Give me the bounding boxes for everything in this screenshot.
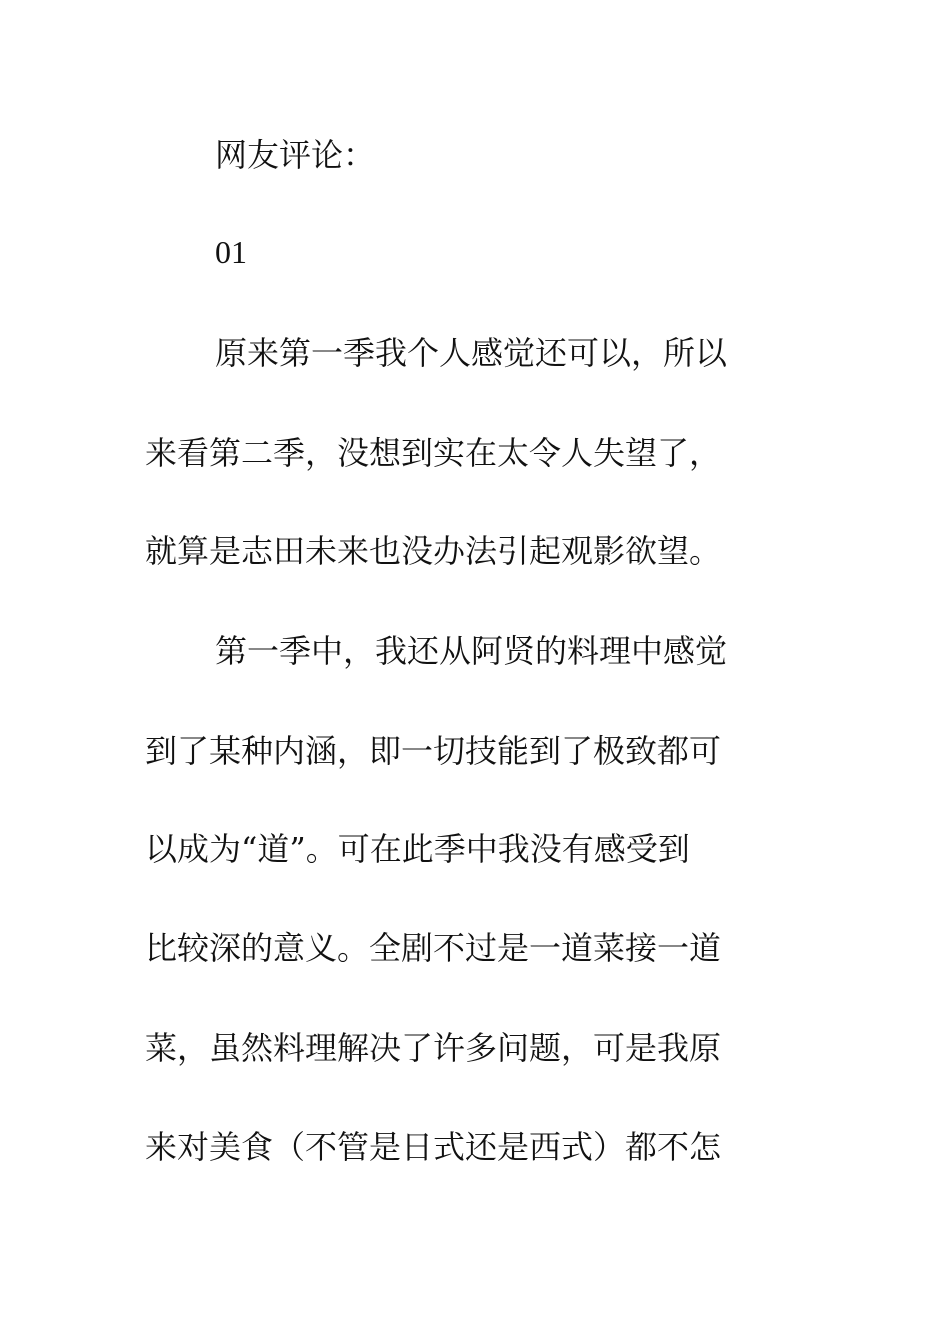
paragraph-2-line-6: 来对美食（不管是日式还是西式）都不怎 bbox=[145, 1128, 722, 1166]
paragraph-2-line-4: 比较深的意义。全剧不过是一道菜接一道 bbox=[145, 929, 722, 967]
paragraph-2-line-2: 到了某种内涵，即一切技能到了极致都可 bbox=[145, 732, 722, 770]
paragraph-2-line-1: 第一季中，我还从阿贤的料理中感觉 bbox=[215, 632, 728, 670]
section-number: 01 bbox=[215, 234, 247, 270]
comments-heading: 网友评论： bbox=[215, 136, 376, 174]
paragraph-1-line-2: 来看第二季，没想到实在太令人失望了， bbox=[145, 434, 722, 472]
paragraph-2-line-3: 以成为“道”。可在此季中我没有感受到 bbox=[145, 830, 690, 868]
paragraph-1-line-3: 就算是志田未来也没办法引起观影欲望。 bbox=[145, 532, 722, 570]
paragraph-2-line-5: 菜，虽然料理解决了许多问题，可是我原 bbox=[145, 1029, 722, 1067]
paragraph-1-line-1: 原来第一季我个人感觉还可以，所以 bbox=[215, 334, 728, 372]
